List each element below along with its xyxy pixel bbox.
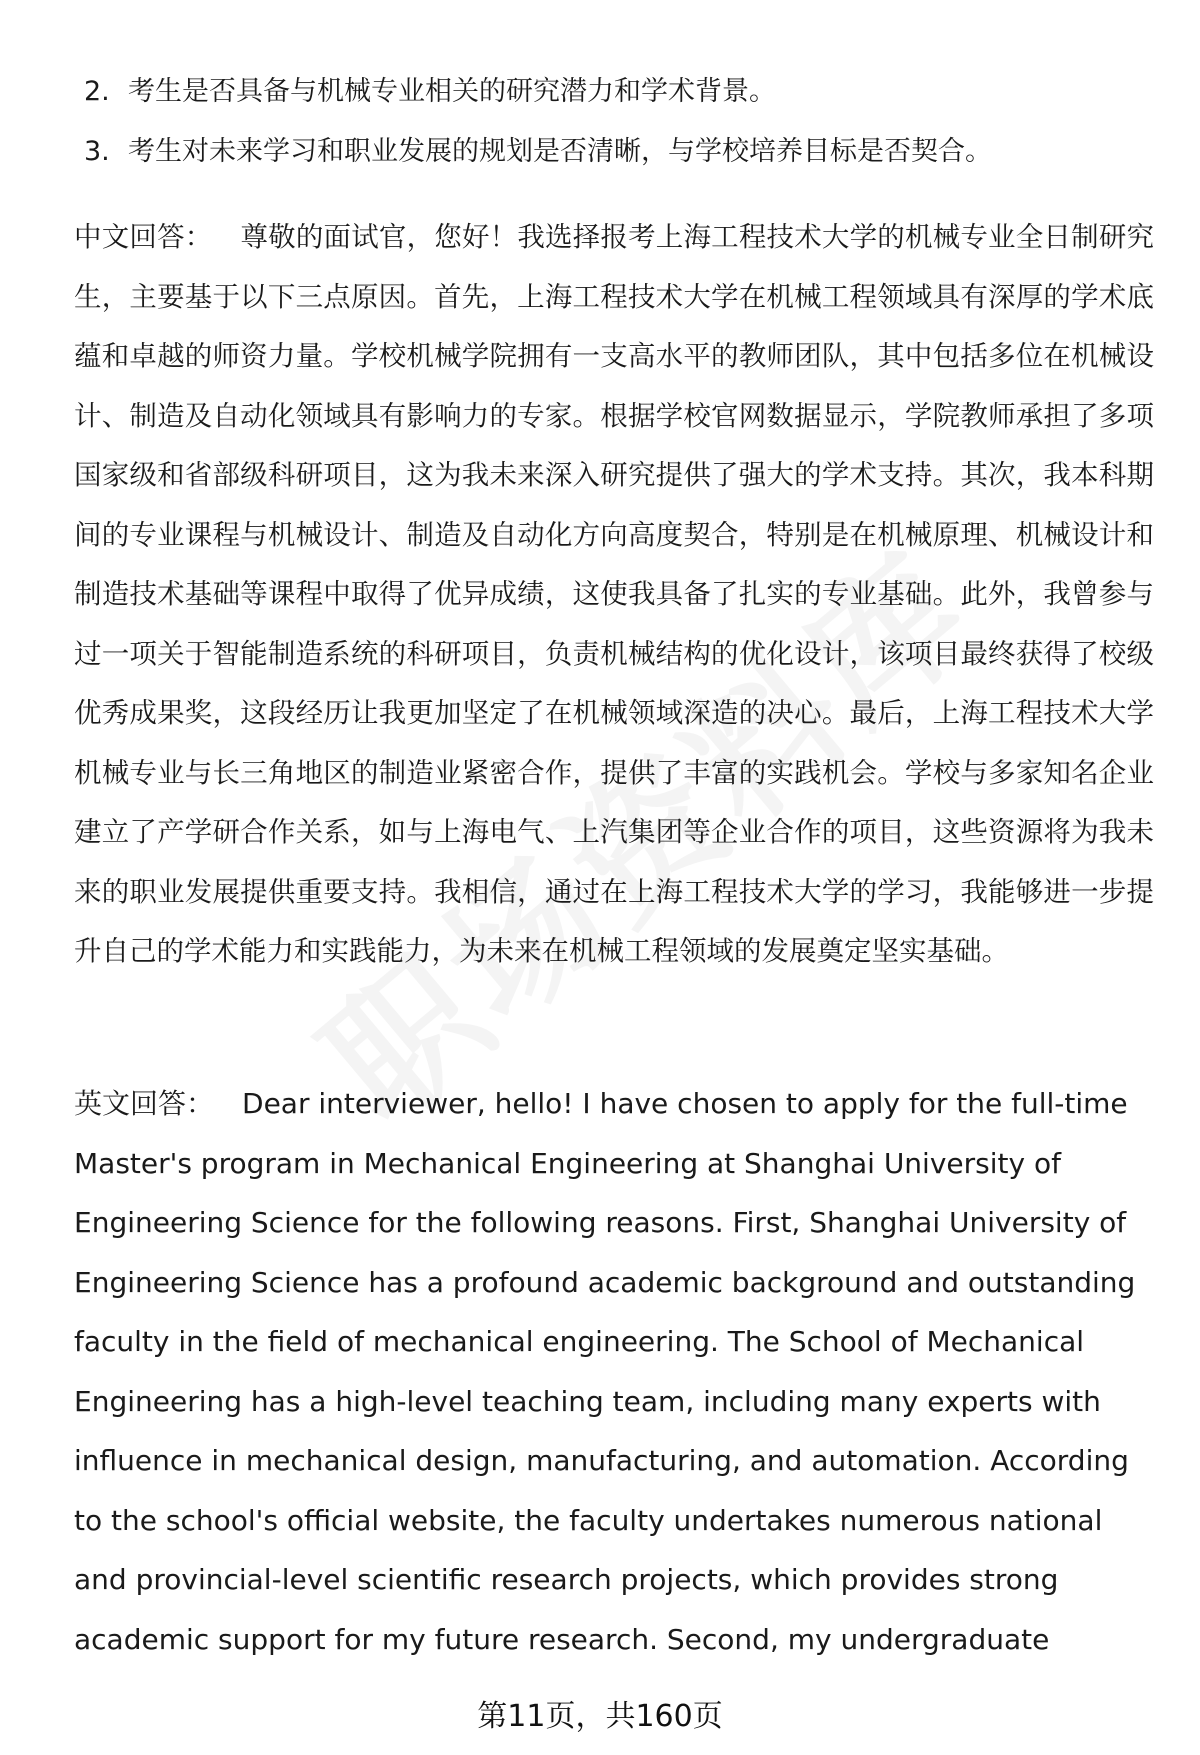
english-answer-text: Dear interviewer, hello! I have chosen to apply for the full-time Master's program in Mechanical Engineering at Shanghai University of Engineering Science for the following reasons. First, Shanghai University of Engineering Science has a profound academic background and outstanding faculty in the field of mechanical engineering. The School of Mechanical Engineering has a high-level teaching team, including many experts with influence in mechanical design, manufacturing, and automation. According to the school's official website, the faculty undertakes numerous national and provincial-level scientific research projects, which provides strong academic support for my future research. Second, my undergraduate — [74, 1087, 1136, 1656]
chinese-answer-label: 中文回答： — [74, 221, 213, 253]
page-number-footer: 第11页，共160页 — [477, 1699, 723, 1734]
list-item-text: 考生是否具备与机械专业相关的研究潜力和学术背景。 — [128, 76, 776, 107]
chinese-answer-paragraph — [74, 208, 1154, 982]
list-item-text: 考生对未来学习和职业发展的规划是否清晰，与学校培养目标是否契合。 — [128, 136, 992, 167]
list-item-number: 2. — [84, 76, 110, 107]
list-item — [84, 122, 1144, 182]
english-answer-label: 英文回答： — [74, 1087, 215, 1120]
english-answer-paragraph — [74, 1074, 1154, 1669]
chinese-answer-text: 尊敬的面试官，您好！我选择报考上海工程技术大学的机械专业全日制研究生，主要基于以下三点原因。首先，上海工程技术大学在机械工程领域具有深厚的学术底蕴和卓越的师资力量。学校机械学院拥有一支高水平的教师团队，其中包括多位在机械设计、制造及自动化领域具有影响力的专家。根据学校官网数据显示，学院教师承担了多项国家级和省部级科研项目，这为我未来深入研究提供了强大的学术支持。其次，我本科期间的专业课程与机械设计、制造及自动化方向高度契合，特别是在机械原理、机械设计和制造技术基础等课程中取得了优异成绩，这使我具备了扎实的专业基础。此外，我曾参与过一项关于智能制造系统的科研项目，负责机械结构的优化设计，该项目最终获得了校级优秀成果奖，这段经历让我更加坚定了在机械领域深造的决心。最后，上海工程技术大学机械专业与长三角地区的制造业紧密合作，提供了丰富的实践机会。学校与多家知名企业建立了产学研合作关系，如与上海电气、上汽集团等企业合作的项目，这些资源将为我未来的职业发展提供重要支持。我相信，通过在上海工程技术大学的学习，我能够进一步提升自己的学术能力和实践能力，为未来在机械工程领域的发展奠定坚实基础。 — [74, 221, 1155, 967]
list-item — [84, 62, 1144, 122]
list-item-number: 3. — [84, 136, 110, 167]
criteria-list — [84, 62, 1144, 182]
